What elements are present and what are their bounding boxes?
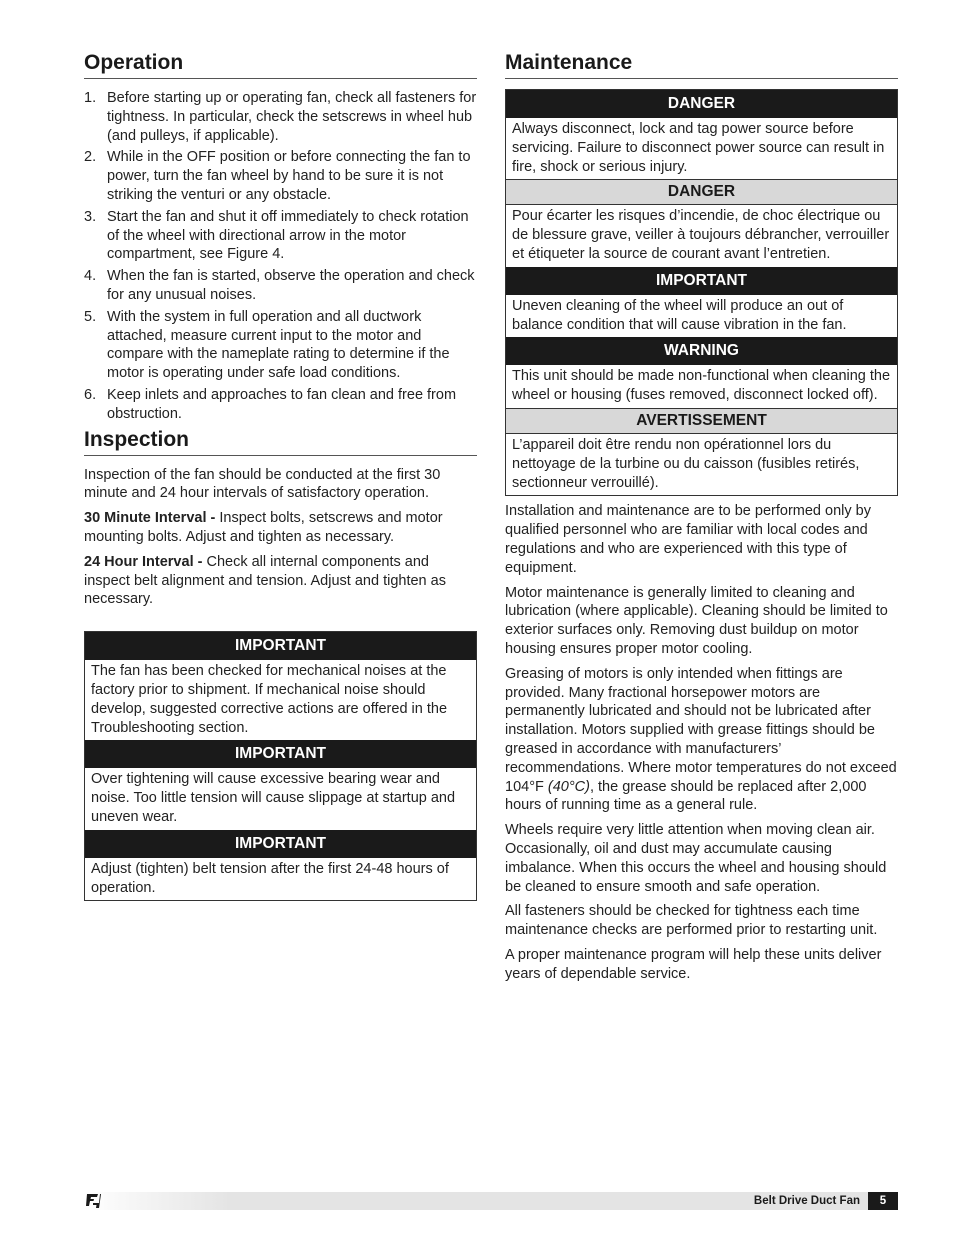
step-text: Before starting up or operating fan, check all fasteners for tightness. In particular, check the setscrews in wheel hub (and pulleys, if applicable). — [107, 90, 477, 144]
celsius-value: (40°C) — [547, 778, 590, 795]
page-footer — [84, 1192, 898, 1210]
footer-doc-title: Belt Drive Duct Fan — [753, 1195, 860, 1207]
maintenance-heading: Maintenance — [505, 50, 898, 79]
step-number: 4. — [84, 268, 97, 285]
maintenance-notices-box — [505, 89, 898, 496]
important-header: IMPORTANT — [85, 830, 476, 858]
important-body: Over tightening will cause excessive bearing wear and noise. Too little tension will cause slippage at startup and uneven wear. — [91, 771, 456, 825]
interval-30-label: 30 Minute Interval - — [84, 510, 216, 527]
avertissement-body: L’appareil doit être rendu non opérationnel lors du nettoyage de la turbine ou du caisson (fusibles retirés, sectionneur verrouillé). — [512, 436, 860, 491]
operation-heading: Operation — [84, 50, 477, 79]
greasing-text: Greasing of motors is only intended when fittings are provided. Many fractional horsepower motors are permanently lubricated and should not be lubricated after installation. Motors supplied with grease fittings should be greased in accordance with manufacturers’ recommendations. Where motor temperatures do not exceed 104°F — [505, 665, 897, 795]
list-item — [84, 89, 477, 145]
list-item — [84, 208, 477, 264]
danger-body: Always disconnect, lock and tag power source before servicing. Failure to disconnect power source can result in fire, shock or serious injury. — [512, 121, 885, 175]
warning-header: WARNING — [506, 337, 897, 365]
maintenance-paragraph-6: A proper maintenance program will help these units deliver years of dependable service. — [505, 946, 882, 982]
maintenance-paragraph-1: Installation and maintenance are to be performed only by qualified personnel who are familiar with local codes and regulations and who are experienced with this type of equipment. — [505, 503, 871, 576]
danger-header: DANGER — [506, 90, 897, 118]
interval-24-text: Check all internal components and inspect belt alignment and tension. Adjust and tighten as necessary. — [84, 553, 446, 608]
important-header: IMPORTANT — [85, 632, 476, 660]
step-number: 2. — [84, 149, 97, 166]
avertissement-header: AVERTISSEMENT — [506, 408, 897, 434]
step-number: 6. — [84, 386, 97, 403]
step-text: Start the fan and shut it off immediately to check rotation of the wheel with directional arrow in the motor compartment, see Figure 4. — [107, 208, 469, 263]
list-item — [84, 267, 477, 305]
maintenance-paragraph-3 — [505, 665, 898, 815]
left-column — [84, 50, 477, 901]
maintenance-paragraph-4: Wheels require very little attention when moving clean air. Occasionally, oil and dust may accumulate causing imbalance. When this occurs the wheel and housing should be cleaned to ensure smooth and safe operation. — [505, 822, 887, 895]
greasing-text-end: , the grease should be replaced after 2,000 hours of running time as a general rule. — [505, 778, 867, 814]
right-column — [505, 50, 898, 989]
step-text: With the system in full operation and all ductwork attached, measure current input to the motor and compare with the nameplate rating to determine if the motor is operating under safe load conditions. — [107, 308, 450, 382]
important-body: The fan has been checked for mechanical noises at the factory prior to shipment. If mechanical noise should develop, suggested corrective actions are offered in the Troubleshooting section. — [91, 663, 448, 736]
interval-30-text: Inspect bolts, setscrews and motor mounting bolts. Adjust and tighten as necessary. — [84, 510, 443, 545]
danger-body-french: Pour écarter les risques d’incendie, de choc électrique ou de blessure grave, veiller à toujours débrancher, verrouiller et étiqueter la source de courant avant l’entretien. — [512, 208, 890, 262]
inspection-notices-box — [84, 631, 477, 901]
warning-body: This unit should be made non-functional when cleaning the wheel or housing (fuses removed, disconnect locked off). — [512, 368, 891, 404]
list-item — [84, 386, 477, 424]
maintenance-paragraph-5: All fasteners should be checked for tightness each time maintenance checks are performed prior to restarting unit. — [505, 903, 878, 939]
interval-30-paragraph — [84, 509, 477, 547]
step-number: 5. — [84, 308, 97, 325]
inspection-intro: Inspection of the fan should be conducted at the first 30 minute and 24 hour intervals of satisfactory operation. — [84, 466, 441, 502]
step-text: When the fan is started, observe the operation and check for any unusual noises. — [107, 268, 475, 303]
danger-header-french: DANGER — [506, 179, 897, 205]
step-text: Keep inlets and approaches to fan clean and free from obstruction. — [107, 386, 457, 422]
page-number: 5 — [868, 1192, 898, 1210]
important-body: Adjust (tighten) belt tension after the first 24-48 hours of operation. — [91, 860, 449, 896]
step-number: 3. — [84, 208, 97, 225]
step-text: While in the OFF position or before connecting the fan to power, turn the fan wheel by hand to be sure it is not striking the venturi or any obstacle. — [107, 149, 471, 203]
interval-24-label: 24 Hour Interval - — [84, 553, 203, 570]
list-item — [84, 308, 477, 383]
operation-steps-list — [84, 89, 477, 424]
important-header: IMPORTANT — [85, 740, 476, 768]
maintenance-paragraph-2: Motor maintenance is generally limited to cleaning and lubrication (where applicable). Cleaning should be limited to exterior surfaces only. Removing dust buildup on motor housing ensures proper motor cooling. — [505, 584, 888, 657]
interval-24-paragraph — [84, 553, 477, 609]
list-item — [84, 148, 477, 204]
inspection-heading: Inspection — [84, 427, 477, 456]
greenheck-logo-icon — [84, 1192, 102, 1210]
important-body: Uneven cleaning of the wheel will produce an out of balance condition that will cause vibration in the fan. — [512, 297, 847, 333]
important-header: IMPORTANT — [506, 267, 897, 295]
step-number: 1. — [84, 90, 97, 106]
